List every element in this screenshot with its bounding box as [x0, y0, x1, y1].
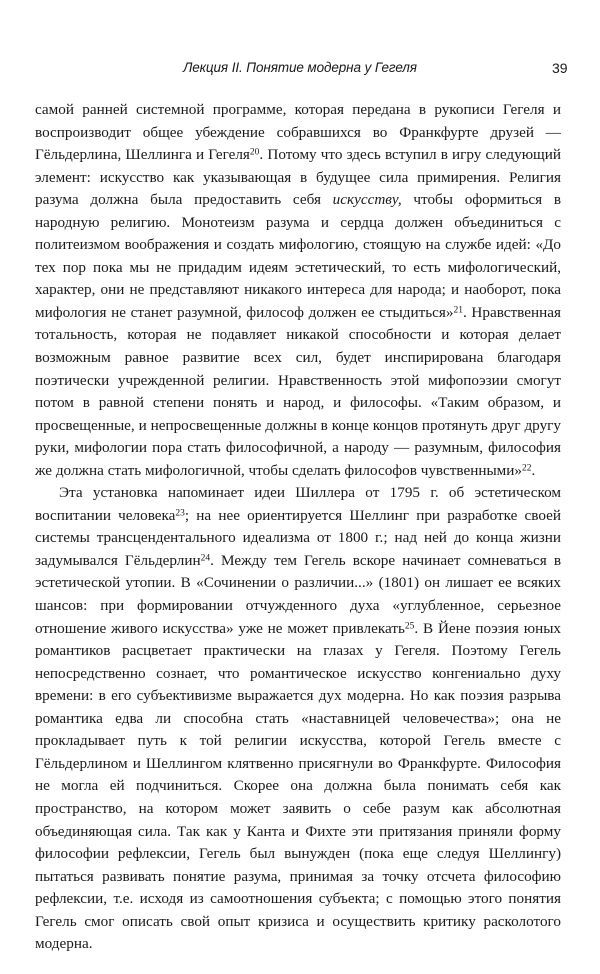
page-number: 39: [552, 60, 568, 76]
p2-text-1: Эта установка напоминает идеи Шиллера от 1795 г. об эстетическом воспитании человека: [35, 484, 561, 524]
paragraph-1: [35, 99, 561, 482]
p1-text-5: .: [531, 461, 536, 479]
p1-text-2: . Потому что здесь вступил в игру следующий элемент: искусство как указывающая в будущее сила примирения. Религия разума должна была предоставить себя: [35, 146, 561, 209]
footnote-ref-20: 20: [249, 147, 260, 158]
footnote-ref-25: 25: [404, 620, 415, 631]
footnote-ref-21: 21: [453, 305, 463, 316]
p2-text-2: ; на нее ориентируется Шеллинг при разработке своей системы трансцендентального идеализма от 1800 г.; над ней до конца жизни задумывался Гёльдерлин: [35, 506, 561, 569]
p1-emphasis: искусству,: [332, 191, 402, 209]
footnote-ref-23: 23: [175, 508, 185, 519]
p1-text-4: . Нравственная тотальность, которая не подавляет никакой способности и которая делает возможным равное развитие всех сил, будет инспирирована благодаря поэтически учрежденной религии. Нравственность этой мифопоэзии смогут потом в равной степени понять и народ, и философы. «Таким образом, и просвещенные, и непросвещенные должны в конце концов протянуть друг другу руки, мифологии пора стать философичной, а народу — разумным, философия же должна стать мифологичной, чтобы сделать философов чувственными»: [35, 303, 561, 479]
paragraph-2: [35, 482, 561, 955]
p1-text-3: чтобы оформиться в народную религию. Монотеизм разума и сердца должен объединиться с политеизмом воображения и создать мифологию, стоящую на службе идей: «До тех пор пока мы не придадим идеям эстетический, то есть мифологический, характер, они не представляют никакого интереса для народа; и наоборот, пока мифология не станет разумной, философ должен ее стыдиться»: [35, 191, 561, 321]
body-text: [35, 99, 561, 956]
p1-text-1: самой ранней системной программе, которая передана в рукописи Гегеля и воспроизводит общее убеждение собравшихся во Франкфурте друзей — Гёльдерлина, Шеллинга и Гегеля: [35, 101, 561, 164]
p2-text-4: . В Йене поэзия юных романтиков расцветает практически на глазах у Гегеля. Поэтому Гегель непосредственно сознает, что романтическое искусство конгениально духу времени: в его субъективизме выражается дух модерна. Но как поэзия разрыва романтика едва ли способна стать «наставницей человечества»; она не прокладывает путь к той религии искусства, которой Гегель вместе с Гёльдерлином и Шеллингом клятвенно присягнули во Франкфурте. Философия не могла ей подчиниться. Скорее она должна была понимать себя как пространство, на котором может заявить о себе разум как абсолютная объединяющая сила. Так как у Канта и Фихте эти притязания приняли форму философии рефлексии, Гегель был вынужден (пока еще следуя Шеллингу) пытаться развивать понятие разума, принимая за точку отсчета философию рефлексии, т.е. исходя из самоотношения субъекта; с помощью этого понятия Гегель смог описать свой опыт кризиса и осуществить критику расколотого модерна.: [35, 619, 561, 953]
chapter-title: Лекция II. Понятие модерна у Гегеля: [183, 60, 417, 75]
p2-text-3: . Между тем Гегель вскоре начинает сомневаться в эстетической утопии. В «Сочинении о различии...» (1801) он лишает ее всяких шансов: при формировании отчужденного духа «углубленное, серьезное отношение живого искусства» уже не может привлекать: [35, 551, 561, 637]
footnote-ref-22: 22: [522, 463, 532, 473]
footnote-ref-24: 24: [200, 553, 211, 564]
running-header: [0, 60, 600, 80]
